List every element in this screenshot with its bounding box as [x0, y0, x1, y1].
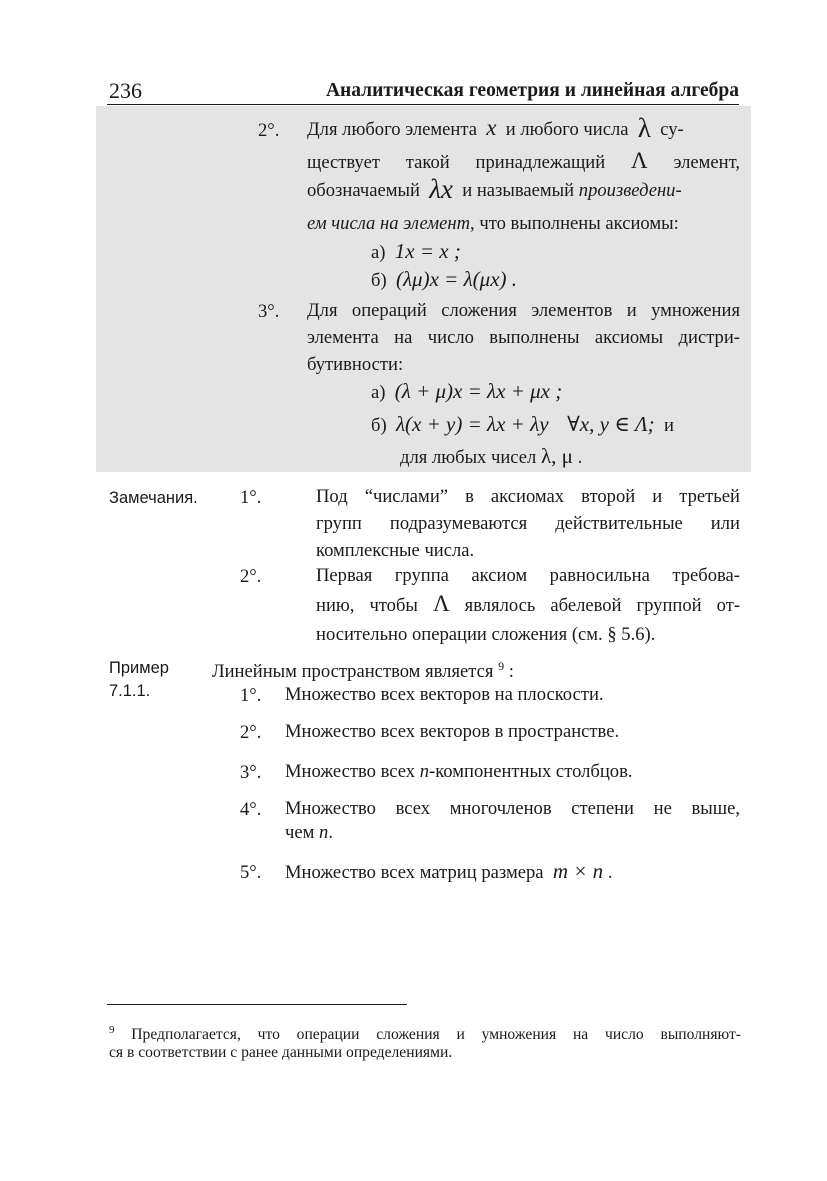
axiom-2-a: а) 1x = x ;	[371, 239, 461, 263]
example-item-1-number: 1°.	[240, 685, 262, 706]
example-item-5-text: Множество всех матриц размера m × n .	[285, 859, 613, 883]
axiom-2-line-2: ществует такой принадлежащий Λ элемент,	[307, 148, 740, 173]
footnote-line-2: ся в соответствии с ранее данными определениями.	[109, 1044, 453, 1061]
page-number: 236	[109, 78, 142, 103]
remark-1-line-1: Под “числами” в аксиомах второй и третьей	[316, 486, 740, 507]
footnote-rule	[107, 1004, 407, 1005]
Lambda-symbol: Λ	[630, 148, 648, 173]
axiom-2-number: 2°.	[258, 120, 280, 141]
axiom-3-last-line: для любых чисел λ, μ .	[400, 444, 583, 468]
Lambda-symbol: Λ	[432, 591, 450, 616]
example-label-2: 7.1.1.	[109, 682, 151, 700]
axiom-3-line-2: элемента на число выполнены аксиомы дистри-	[307, 327, 740, 348]
axiom-2-line-3: обозначаемый λx и называемый произведени-	[307, 174, 682, 204]
example-item-4-number: 4°.	[240, 799, 262, 820]
example-item-2-number: 2°.	[240, 722, 262, 743]
axiom-3-line-1: Для операций сложения элементов и умножения	[307, 300, 740, 321]
remarks-label: Замечания.	[109, 489, 198, 507]
example-item-3-number: 3°.	[240, 762, 262, 783]
example-item-4-line-2: чем n.	[285, 822, 333, 843]
running-title: Аналитическая геометрия и линейная алгебра	[325, 80, 739, 101]
header-rule	[107, 104, 739, 105]
remark-2-number: 2°.	[240, 566, 262, 587]
example-item-4-text: Множество всех многочленов степени не выше,	[285, 798, 740, 819]
example-item-2-text: Множество всех векторов в пространстве.	[285, 721, 620, 742]
remark-2-line-2: нию, чтобы Λ являлось абелевой группой от-	[316, 591, 741, 616]
example-label-1: Пример	[109, 659, 169, 677]
remark-1-number: 1°.	[240, 487, 262, 508]
remark-2-line-1: Первая группа аксиом равносильна требова-	[316, 565, 740, 586]
remark-2-line-3: носительно операции сложения (см. § 5.6).	[316, 624, 656, 645]
example-intro: Линейным пространством является $^9$ :	[212, 659, 514, 683]
axiom-2-line-1: Для любого элемента x и любого числа λ су-	[307, 113, 684, 143]
footnote-line-1: $^9$ Предполагается, что операции сложения и умножения на число выполняют-	[109, 1024, 741, 1044]
remark-1-line-2: групп подразумеваются действительные или	[316, 513, 740, 534]
example-item-1-text: Множество всех векторов на плоскости.	[285, 684, 604, 705]
remark-1-line-3: комплексные числа.	[316, 540, 475, 561]
example-item-3-text: Множество всех n-компонентных столбцов.	[285, 761, 633, 782]
axiom-3-number: 3°.	[258, 301, 280, 322]
example-item-5-number: 5°.	[240, 862, 262, 883]
lambda-x-symbol: λx	[429, 174, 453, 204]
axiom-3-a: а) (λ + μ)x = λx + μx ;	[371, 379, 563, 403]
lambda-symbol: λ	[637, 113, 651, 143]
axiom-2-line-4: ем числа на элемент, что выполнены аксиомы:	[307, 213, 679, 234]
axiom-2-b: б) (λμ)x = λ(μx) .	[371, 267, 518, 291]
axiom-3-line-3: бутивности:	[307, 354, 404, 375]
axiom-3-b: б) λ(x + y) = λx + λy ∀x, y ∈ Λ; и	[371, 412, 674, 436]
